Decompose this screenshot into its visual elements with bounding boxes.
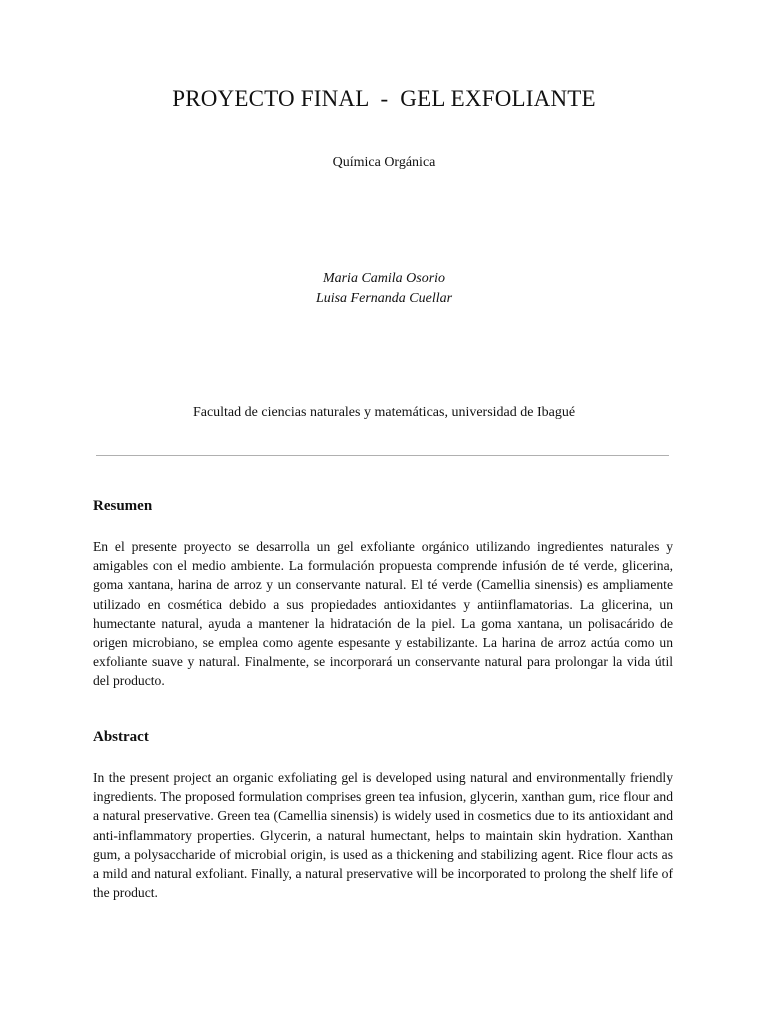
horizontal-divider — [96, 455, 669, 456]
document-title: PROYECTO FINAL - GEL EXFOLIANTE — [172, 86, 596, 111]
author-name: Maria Camila Osorio — [322, 271, 446, 286]
section-heading-resumen: Resumen — [93, 498, 153, 514]
affiliation: Facultad de ciencias naturales y matemáticas, universidad de Ibagué — [192, 405, 576, 420]
section-body-resumen: En el presente proyecto se desarrolla un gel exfoliante orgánico utilizando ingredientes naturales y amigables con el medio ambiente. La formulación propuesta comprende infusión de té verde, glicerina, goma xantana, harina de arroz y un conservante natural. El té verde (Camellia sinensis) es ampliamente utilizado en cosmética debido a sus propiedades antioxidantes y antiinflamatorias. La glicerina, un humectante natural, ayuda a mantener la hidratación de la piel. La goma xantana, un polisacárido de origen microbiano, se emplea como agente espesante y estabilizante. La harina de arroz actúa como un exfoliante suave y natural. Finalmente, se incorporará un conservante natural para prolongar la vida útil del producto. — [93, 539, 673, 689]
section-heading-abstract: Abstract — [93, 729, 149, 745]
author-name: Luisa Fernanda Cuellar — [315, 291, 453, 306]
author-list — [0, 269, 768, 309]
document-subtitle: Química Orgánica — [332, 155, 436, 170]
section-body-abstract: In the present project an organic exfoliating gel is developed using natural and environmentally friendly ingredients. The proposed formulation comprises green tea infusion, glycerin, xanthan gum, rice flour and a natural preservative. Green tea (Camellia sinensis) is widely used in cosmetics due to its antioxidant and anti-inflammatory properties. Glycerin, a natural humectant, helps to maintain skin hydration. Xanthan gum, a polysaccharide of microbial origin, is used as a thickening and stabilizing agent. Rice flour acts as a mild and natural exfoliant. Finally, a natural preservative will be incorporated to prolong the shelf life of the product. — [93, 770, 673, 901]
